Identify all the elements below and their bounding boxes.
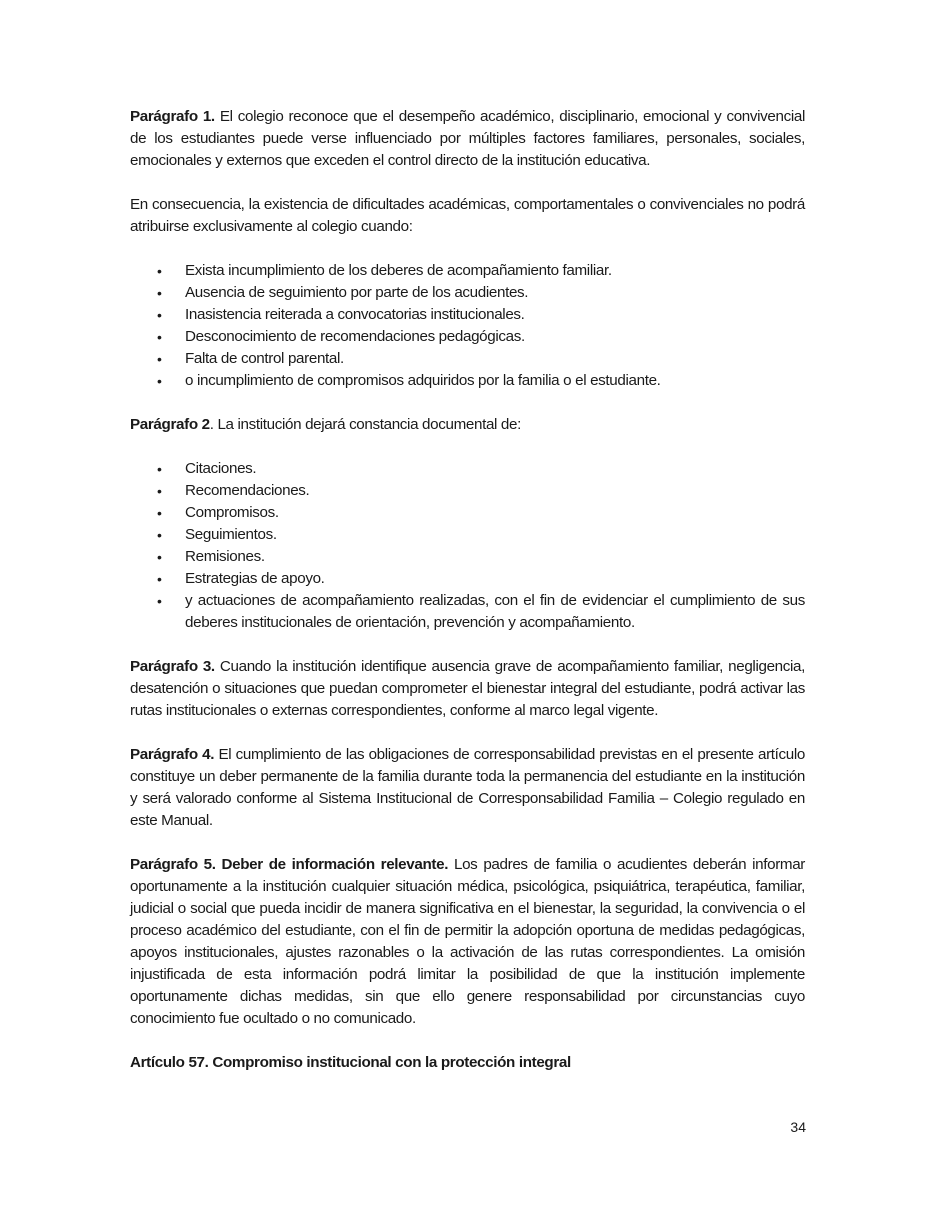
consecuencia-paragraph: En consecuencia, la existencia de dificultades académicas, comportamentales o convivenciales no podrá atribuirse exclusivamente al colegio cuando:: [130, 196, 805, 235]
paragrafo-2: [130, 414, 805, 436]
list-item: • Ausencia de seguimiento por parte de los acudientes.: [130, 282, 805, 304]
paragrafo-4-label: Parágrafo 4.: [130, 746, 215, 763]
page-number: 34: [790, 1119, 806, 1135]
paragrafo-5: [130, 854, 805, 1030]
paragrafo-4-text: El cumplimiento de las obligaciones de corresponsabilidad previstas en el presente artículo constituye un deber permanente de la familia durante toda la permanencia del estudiante en la institución y será valorado conforme al Sistema Institucional de Corresponsabilidad Familia – Colegio regulado en este Manual.: [130, 746, 805, 829]
list-item: • Compromisos.: [130, 502, 805, 524]
list-item: • Seguimientos.: [130, 524, 805, 546]
conditions-list: [130, 260, 805, 392]
list-item: • Recomendaciones.: [130, 480, 805, 502]
article-57-heading: Artículo 57. Compromiso institucional con la protección integral: [130, 1054, 571, 1071]
paragrafo-5-label: Parágrafo 5. Deber de información relevante.: [130, 856, 449, 873]
paragrafo-3: [130, 656, 805, 722]
list-item: • y actuaciones de acompañamiento realizadas, con el fin de evidenciar el cumplimiento de sus deberes institucionales de orientación, prevención y acompañamiento.: [130, 590, 805, 634]
list-item: • Exista incumplimiento de los deberes de acompañamiento familiar.: [130, 260, 805, 282]
paragrafo-5-text: Los padres de familia o acudientes deberán informar oportunamente a la institución cualquier situación médica, psicológica, psiquiátrica, terapéutica, familiar, judicial o social que pueda incidir de manera significativa en el bienestar, la seguridad, la convivencia o el proceso académico del estudiante, con el fin de permitir la adopción oportuna de medidas pedagógicas, apoyos institucionales, ajustes razonables o la activación de las rutas correspondientes. La omisión injustificada de esta información podrá limitar la posibilidad de que la institución implemente oportunamente dichas medidas, sin que ello genere responsabilidad por circunstancias cuyo conocimiento fue ocultado o no comunicado.: [130, 856, 806, 1027]
paragrafo-1-text: El colegio reconoce que el desempeño académico, disciplinario, emocional y convivencial de los estudiantes puede verse influenciado por múltiples factores familiares, personales, sociales, emocionales y externos que exceden el control directo de la institución educativa.: [130, 108, 806, 169]
paragrafo-1-label: Parágrafo 1.: [130, 108, 215, 125]
paragrafo-3-text: Cuando la institución identifique ausencia grave de acompañamiento familiar, negligencia, desatención o situaciones que puedan comprometer el bienestar integral del estudiante, podrá activar las rutas institucionales o externas correspondientes, conforme al marco legal vigente.: [130, 658, 805, 719]
paragrafo-2-text: . La institución dejará constancia documental de:: [209, 416, 521, 433]
list-item: • Falta de control parental.: [130, 348, 805, 370]
list-item: • Remisiones.: [130, 546, 805, 568]
list-item: • Desconocimiento de recomendaciones pedagógicas.: [130, 326, 805, 348]
paragrafo-1: [130, 106, 805, 172]
page-content: [130, 106, 805, 1074]
documentation-list: [130, 458, 805, 634]
list-item: • Inasistencia reiterada a convocatorias institucionales.: [130, 304, 805, 326]
list-item: • o incumplimiento de compromisos adquiridos por la familia o el estudiante.: [130, 370, 805, 392]
paragrafo-3-label: Parágrafo 3.: [130, 658, 215, 675]
paragrafo-2-label: Parágrafo 2: [130, 416, 210, 433]
paragrafo-4: [130, 744, 805, 832]
list-item: • Estrategias de apoyo.: [130, 568, 805, 590]
list-item: • Citaciones.: [130, 458, 805, 480]
